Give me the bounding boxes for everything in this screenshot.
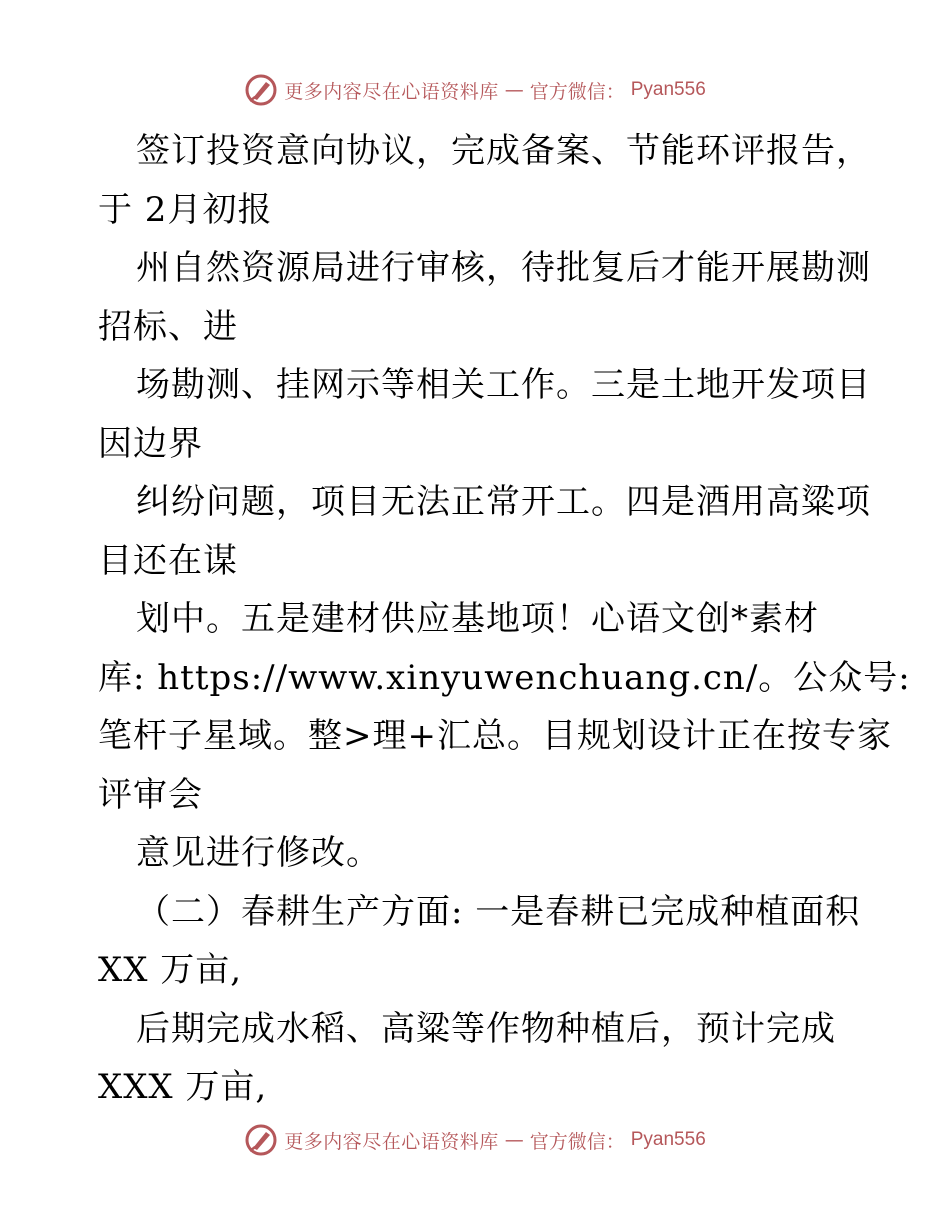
- banner-dash: —: [504, 79, 524, 101]
- text-line: 划中。五是建材供应基地项！心语文创*素材: [136, 599, 819, 639]
- document-body: [98, 122, 911, 1117]
- banner-dash: —: [504, 1129, 524, 1151]
- header-watermark-banner: [0, 70, 950, 110]
- text-line: 评审会: [98, 774, 203, 815]
- text-line: XX 万亩,: [98, 950, 243, 990]
- text-line: （二）春耕生产方面: 一是春耕已完成种植面积: [136, 891, 861, 932]
- banner-wechat-id: Pyan556: [630, 1129, 706, 1150]
- banner-wechat-id: Pyan556: [630, 79, 706, 100]
- quill-logo-icon: [244, 73, 278, 107]
- banner-text: 更多内容尽在心语资料库: [284, 80, 499, 103]
- text-line: 场勘测、挂网示等相关工作。三是土地开发项目: [136, 365, 871, 405]
- banner-suffix: 官方微信：: [529, 80, 625, 103]
- banner-text: 更多内容尽在心语资料库: [284, 1130, 499, 1153]
- text-line: 目还在谋: [98, 540, 238, 581]
- text-line: 因边界: [98, 423, 203, 464]
- text-line: 后期完成水稻、高粱等作物种植后，预计完成: [136, 1008, 836, 1049]
- text-line: 纠纷问题，项目无法正常开工。四是酒用高粱项: [136, 482, 871, 522]
- banner-suffix: 官方微信：: [529, 1130, 625, 1153]
- footer-watermark-banner: [0, 1120, 950, 1160]
- text-line: 招标、进: [98, 306, 238, 347]
- text-line: 库: https://www.xinyuwenchuang.cn/。公众号:: [98, 657, 911, 698]
- text-line: 意见进行修改。: [136, 833, 381, 873]
- text-line: 笔杆子星域。整>理+汇总。目规划设计正在按专家: [98, 716, 892, 756]
- text-line: XXX 万亩,: [98, 1067, 268, 1107]
- quill-logo-icon: [244, 1123, 278, 1157]
- text-line: 州自然资源局进行审核，待批复后才能开展勘测: [136, 248, 871, 288]
- text-line: 于 2月初报: [98, 189, 273, 230]
- text-line: 签订投资意向协议，完成备案、节能环评报告，: [136, 131, 871, 171]
